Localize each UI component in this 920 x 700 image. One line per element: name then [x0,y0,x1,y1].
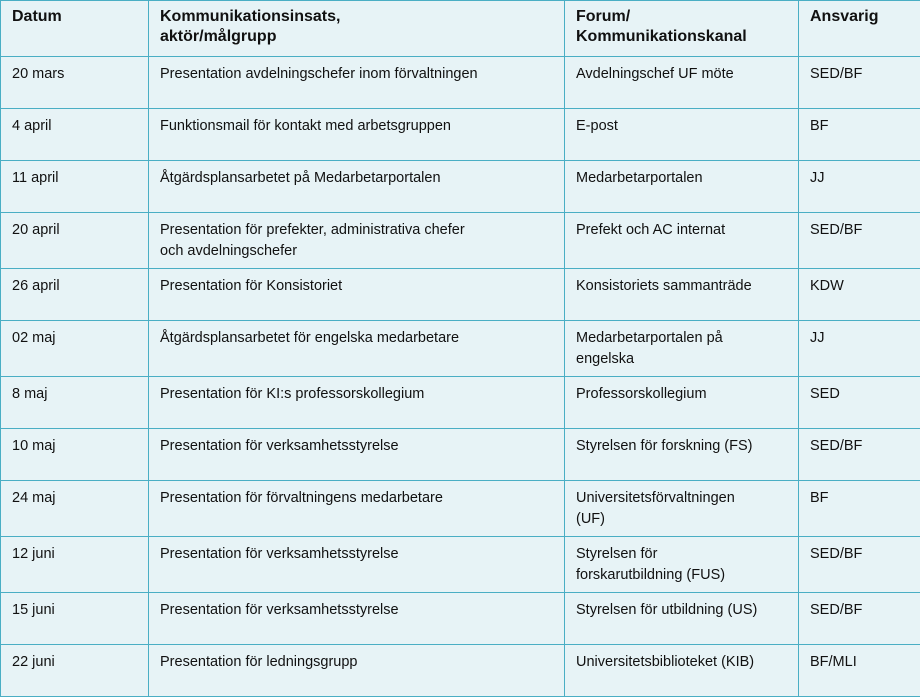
cell-date: 02 maj [1,321,149,377]
table-row [1,109,920,161]
cell-forum: Avdelningschef UF möte [565,57,799,109]
table-row [1,537,920,593]
header-datum: Datum [1,1,149,57]
cell-responsible: BF [799,481,920,537]
cell-responsible: SED/BF [799,213,920,269]
cell-forum: Konsistoriets sammanträde [565,269,799,321]
cell-forum: Styrelsen för utbildning (US) [565,593,799,645]
cell-activity: Presentation för ledningsgrupp [149,645,565,697]
table-row [1,481,920,537]
table-row [1,57,920,109]
cell-responsible: SED/BF [799,57,920,109]
cell-forum: Styrelsen för forskning (FS) [565,429,799,481]
cell-activity: Presentation för verksamhetsstyrelse [149,429,565,481]
cell-date: 24 maj [1,481,149,537]
cell-forum: Universitetsförvaltningen (UF) [565,481,799,537]
cell-activity: Presentation för prefekter, administrativa chefer och avdelningschefer [149,213,565,269]
cell-responsible: SED/BF [799,537,920,593]
cell-date: 15 juni [1,593,149,645]
cell-date: 4 april [1,109,149,161]
cell-responsible: BF/MLI [799,645,920,697]
table-row [1,321,920,377]
table-row [1,213,920,269]
cell-activity: Presentation för verksamhetsstyrelse [149,593,565,645]
table-row [1,593,920,645]
table-body [1,57,920,697]
cell-responsible: SED/BF [799,429,920,481]
cell-forum: E-post [565,109,799,161]
cell-date: 20 mars [1,57,149,109]
header-row [1,1,920,57]
cell-forum: Medarbetarportalen [565,161,799,213]
cell-date: 20 april [1,213,149,269]
cell-activity: Presentation för förvaltningens medarbetare [149,481,565,537]
cell-activity: Presentation avdelningschefer inom förvaltningen [149,57,565,109]
table-row [1,161,920,213]
header-kommunikationsinsats: Kommunikationsinsats, aktör/målgrupp [149,1,565,57]
cell-activity: Presentation för KI:s professorskollegium [149,377,565,429]
table-row [1,645,920,697]
cell-responsible: JJ [799,321,920,377]
cell-date: 22 juni [1,645,149,697]
cell-activity: Åtgärdsplansarbetet på Medarbetarportalen [149,161,565,213]
table-row [1,377,920,429]
cell-date: 8 maj [1,377,149,429]
cell-responsible: KDW [799,269,920,321]
cell-forum: Medarbetarportalen på engelska [565,321,799,377]
cell-forum: Styrelsen för forskarutbildning (FUS) [565,537,799,593]
cell-responsible: SED/BF [799,593,920,645]
table-header [1,1,920,57]
header-forum: Forum/ Kommunikationskanal [565,1,799,57]
cell-responsible: SED [799,377,920,429]
cell-activity: Åtgärdsplansarbetet för engelska medarbetare [149,321,565,377]
cell-responsible: BF [799,109,920,161]
cell-responsible: JJ [799,161,920,213]
cell-activity: Presentation för verksamhetsstyrelse [149,537,565,593]
table-row [1,429,920,481]
header-ansvarig: Ansvarig [799,1,920,57]
cell-date: 11 april [1,161,149,213]
cell-forum: Professorskollegium [565,377,799,429]
cell-forum: Prefekt och AC internat [565,213,799,269]
cell-date: 26 april [1,269,149,321]
cell-forum: Universitetsbiblioteket (KIB) [565,645,799,697]
cell-date: 10 maj [1,429,149,481]
cell-activity: Presentation för Konsistoriet [149,269,565,321]
cell-date: 12 juni [1,537,149,593]
cell-activity: Funktionsmail för kontakt med arbetsgruppen [149,109,565,161]
table-row [1,269,920,321]
